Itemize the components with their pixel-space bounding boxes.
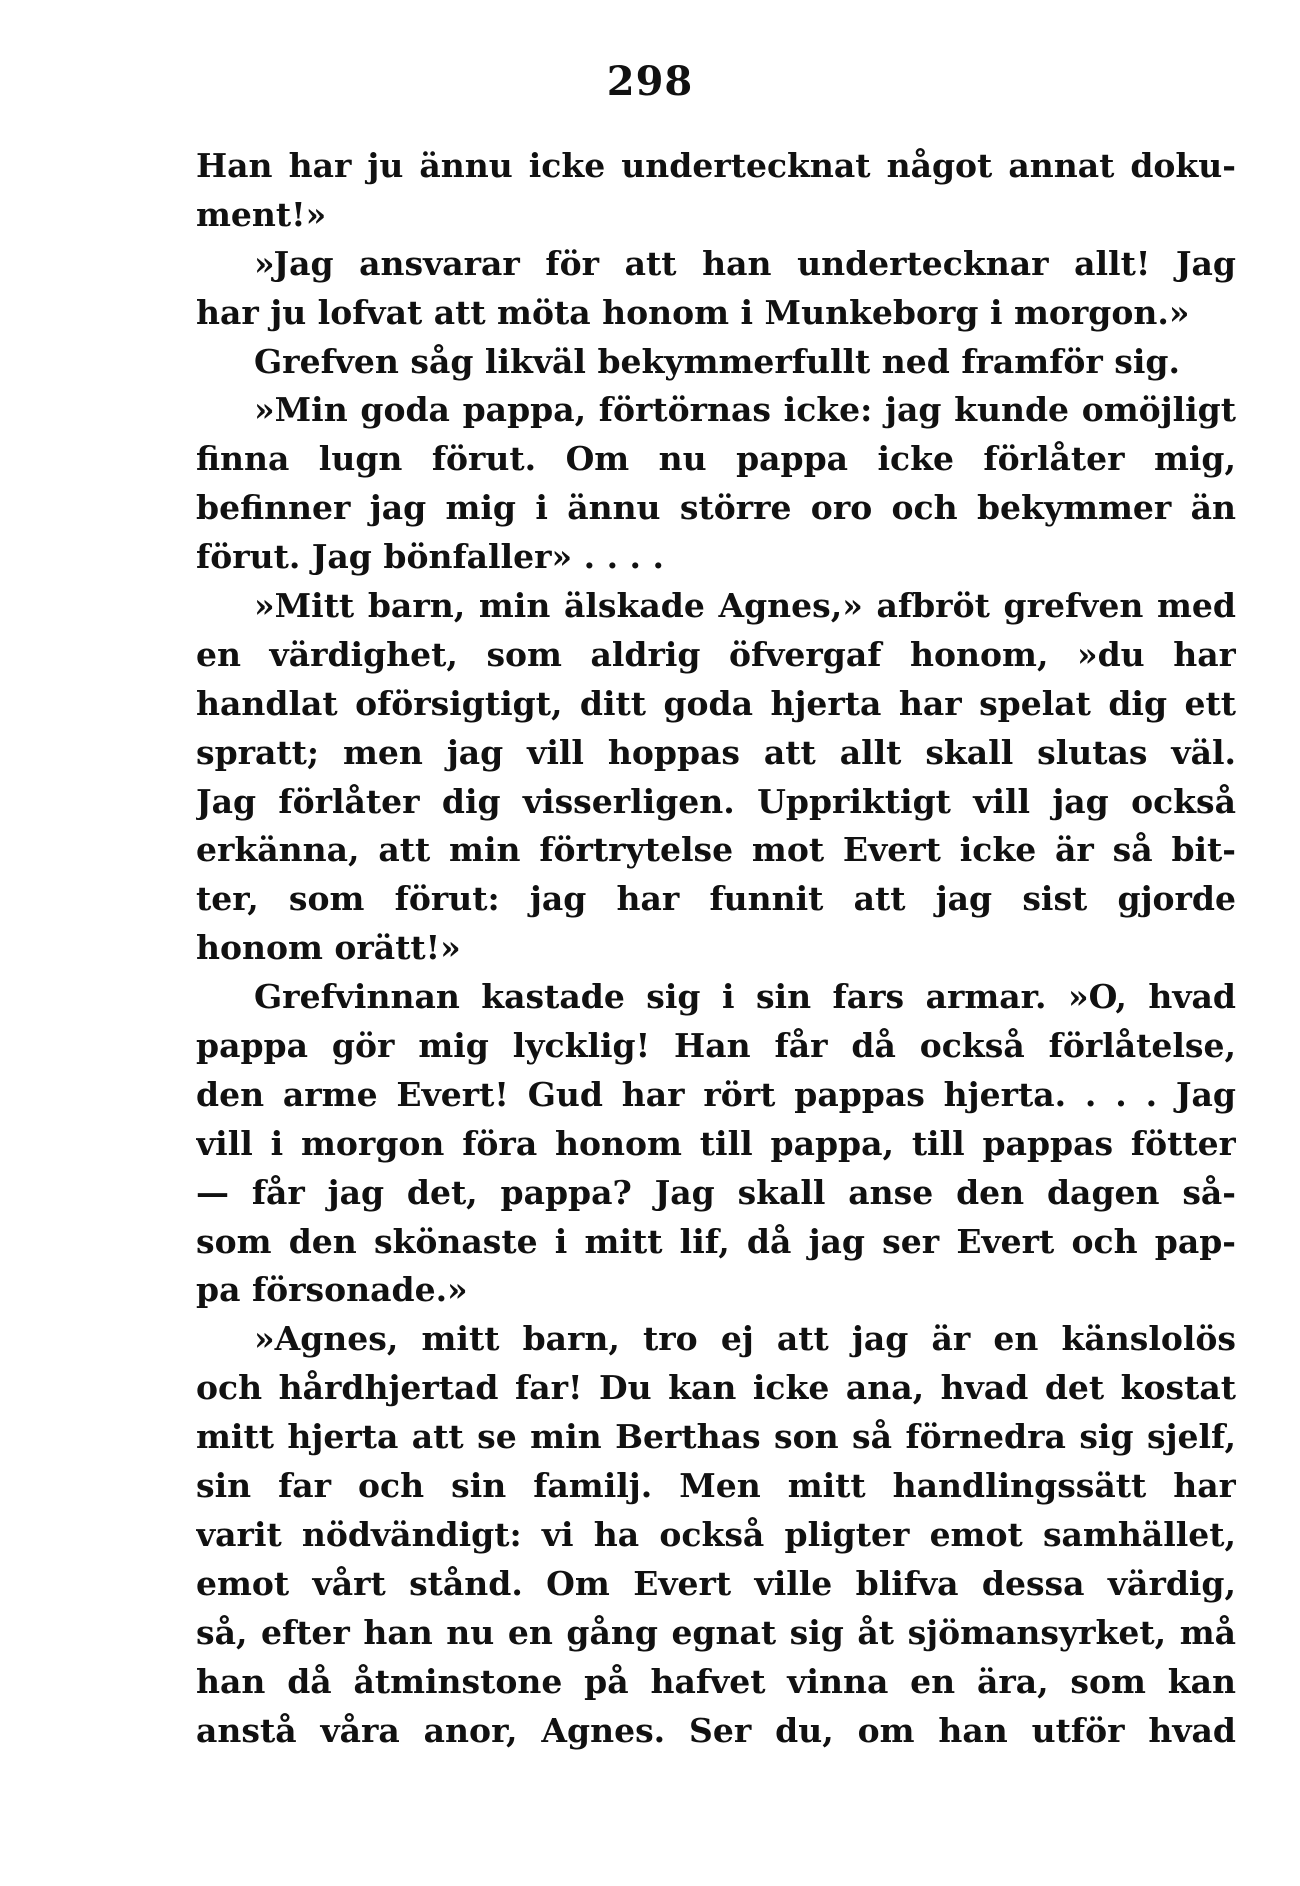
text-line: honom orätt!» (196, 928, 461, 968)
text-line: »Mitt barn, min älskade Agnes,» afbröt grefven med (254, 586, 1236, 626)
text-line: han då åtminstone på hafvet vinna en ära, som kan (196, 1661, 1236, 1701)
page-number: 298 (606, 58, 694, 105)
text-line: den arme Evert! Gud har rört pappas hjerta. . . . Jag (196, 1074, 1236, 1114)
text-line: Han har ju ännu icke undertecknat något annat doku- (196, 146, 1236, 185)
text-line: handlat oförsigtigt, ditt goda hjerta har spelat dig ett (196, 683, 1236, 723)
text-line: så, efter han nu en gång egnat sig åt sjömansyrket, må (196, 1612, 1236, 1652)
text-line: och hårdhjertad far! Du kan icke ana, hvad det kostat (196, 1368, 1236, 1408)
text-line: ter, som förut: jag har funnit att jag sist gjorde (196, 879, 1236, 919)
text-line: har ju lofvat att möta honom i Munkeborg i morgon.» (196, 292, 1190, 332)
text-line: — får jag det, pappa? Jag skall anse den dagen så- (196, 1172, 1236, 1212)
text-line: spratt; men jag vill hoppas att allt skall slutas väl. (196, 732, 1236, 772)
text-line: som den skönaste i mitt lif, då jag ser Evert och pap- (196, 1221, 1236, 1261)
text-line: erkänna, att min förtrytelse mot Evert icke är så bit- (196, 830, 1236, 870)
text-line: vill i morgon föra honom till pappa, till pappas fötter (196, 1123, 1236, 1163)
body-text (196, 142, 1236, 1755)
text-line: pa försonade.» (196, 1270, 468, 1310)
text-line: emot vårt stånd. Om Evert ville blifva dessa värdig, (196, 1563, 1236, 1603)
text-line: finna lugn förut. Om nu pappa icke förlåter mig, (196, 439, 1236, 479)
text-line: sin far och sin familj. Men mitt handlingssätt har (196, 1466, 1236, 1506)
text-line: ment!» (196, 194, 327, 234)
text-line: en värdighet, som aldrig öfvergaf honom, »du har (196, 634, 1236, 674)
text-line: pappa gör mig lycklig! Han får då också förlåtelse, (196, 1026, 1236, 1066)
text-line: mitt hjerta att se min Berthas son så förnedra sig sjelf, (196, 1417, 1236, 1457)
text-line: förut. Jag bönfaller» . . . . (196, 537, 665, 577)
text-line: befinner jag mig i ännu större oro och bekymmer än (196, 488, 1236, 528)
text-line: »Min goda pappa, förtörnas icke: jag kunde omöjligt (254, 390, 1236, 430)
text-line: »Agnes, mitt barn, tro ej att jag är en känslolös (254, 1319, 1236, 1359)
text-line: varit nödvändigt: vi ha också pligter emot samhället, (196, 1514, 1236, 1554)
text-line: Jag förlåter dig visserligen. Uppriktigt vill jag också (196, 781, 1236, 821)
text-line: »Jag ansvarar för att han undertecknar allt! Jag (254, 243, 1236, 283)
text-line: Grefvinnan kastade sig i sin fars armar. »O, hvad (254, 977, 1236, 1017)
text-line: Grefven såg likväl bekymmerfullt ned framför sig. (254, 341, 1180, 381)
text-line: anstå våra anor, Agnes. Ser du, om han utför hvad (196, 1710, 1236, 1750)
